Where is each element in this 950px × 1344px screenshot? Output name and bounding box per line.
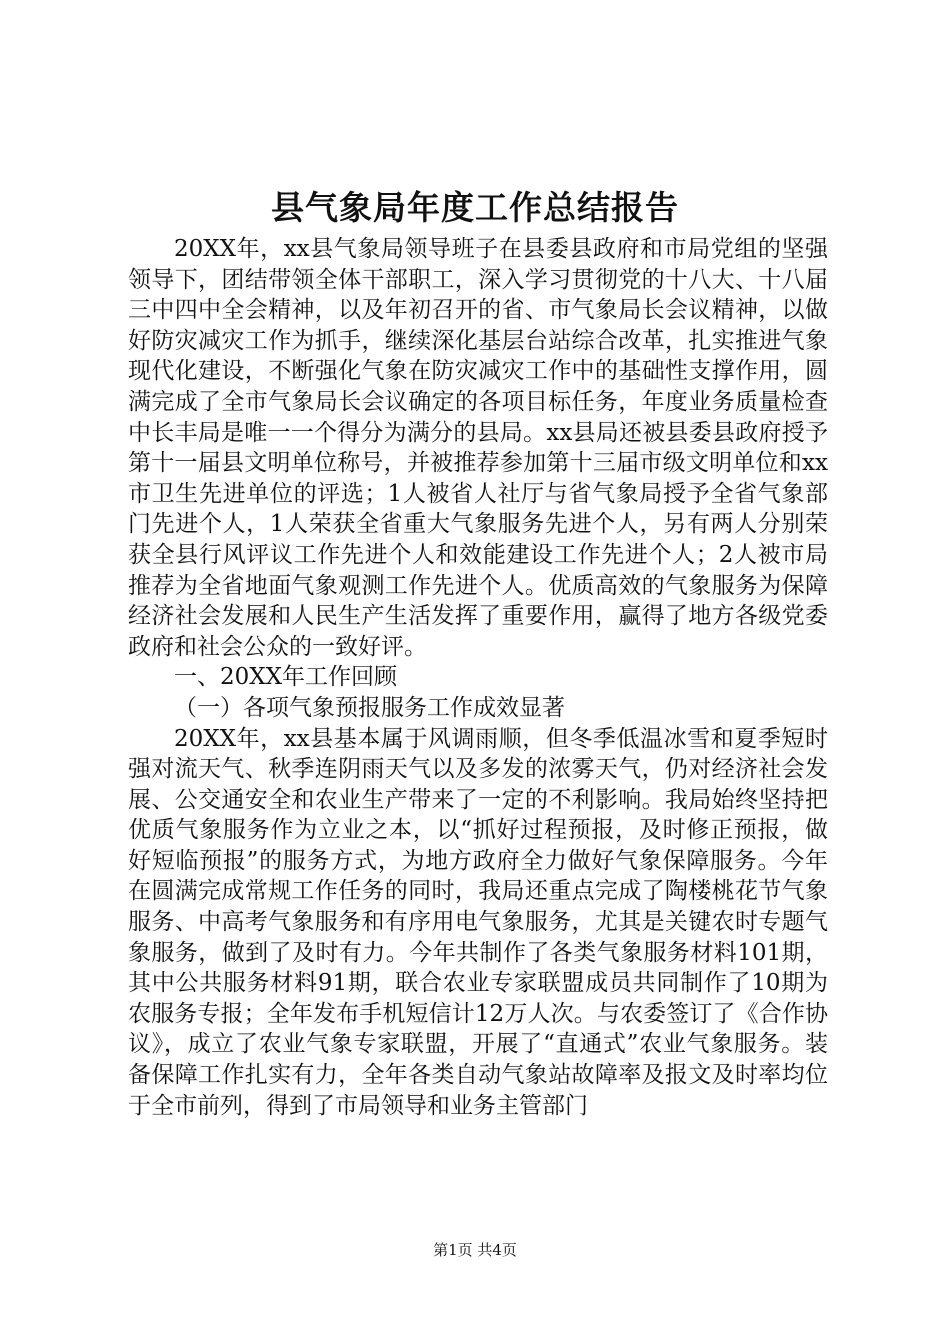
subsection-heading: （一）各项气象预报服务工作成效显著 <box>174 694 565 721</box>
body-paragraph: 20XX年，xx县基本属于风调雨顺，但冬季低温冰雪和夏季短时强对流天气、秋季连阴雨天气以及多发的浓雾天气，仍对经济社会发展、公交通安全和农业生产带来了一定的不利影响。我局始终坚持把优质气象服务作为立业之本，以“抓好过程预报，及时修正预报，做好短临预报”的服务方式，为地方政府全力做好气象保障服务。今年在圆满完成常规工作任务的同时，我局还重点完成了陶楼桃花节气象服务、中高考气象服务和有序用电气象服务，尤其是关键农时专题气象服务，做到了及时有力。今年共制作了各类气象服务材料101期，其中公共服务材料91期，联合农业专家联盟成员共同制作了10期为农服务专报；全年发布手机短信计12万人次。与农委签订了《合作协议》，成立了农业气象专家联盟，开展了“直通式”农业气象服务。装备保障工作扎实有力，全年各类自动气象站故障率及报文及时率均位于全市前列，得到了市局领导和业务主管部门 <box>128 725 828 1119</box>
section-heading: 一、20XX年工作回顾 <box>174 664 398 691</box>
intro-paragraph: 20XX年，xx县气象局领导班子在县委县政府和市局党组的坚强领导下，团结带领全体干部职工，深入学习贯彻党的十八大、十八届三中四中全会精神，以及年初召开的省、市气象局长会议精神，以做好防灾减灾工作为抓手，继续深化基层台站综合改革，扎实推进气象现代化建设，不断强化气象在防灾减灾工作中的基础性支撑作用，圆满完成了全市气象局长会议确定的各项目标任务，年度业务质量检查中长丰局是唯一一个得分为满分的县局。xx县局还被县委县政府授予第十一届县文明单位称号，并被推荐参加第十三届市级文明单位和xx市卫生先进单位的评选；1人被省人社厅与省气象局授予全省气象部门先进个人，1人荣获全省重大气象服务先进个人，另有两人分别荣获全县行风评议工作先进个人和效能建设工作先进个人；2人被市局推荐为全省地面气象观测工作先进个人。优质高效的气象服务为保障经济社会发展和人民生产生活发挥了重要作用，赢得了地方各级党委政府和社会公众的一致好评。 <box>128 236 828 660</box>
document-title: 县气象局年度工作总结报告 <box>271 188 679 227</box>
document-body <box>128 234 828 1121</box>
page-footer: 第1页 共4页 <box>433 1241 517 1259</box>
